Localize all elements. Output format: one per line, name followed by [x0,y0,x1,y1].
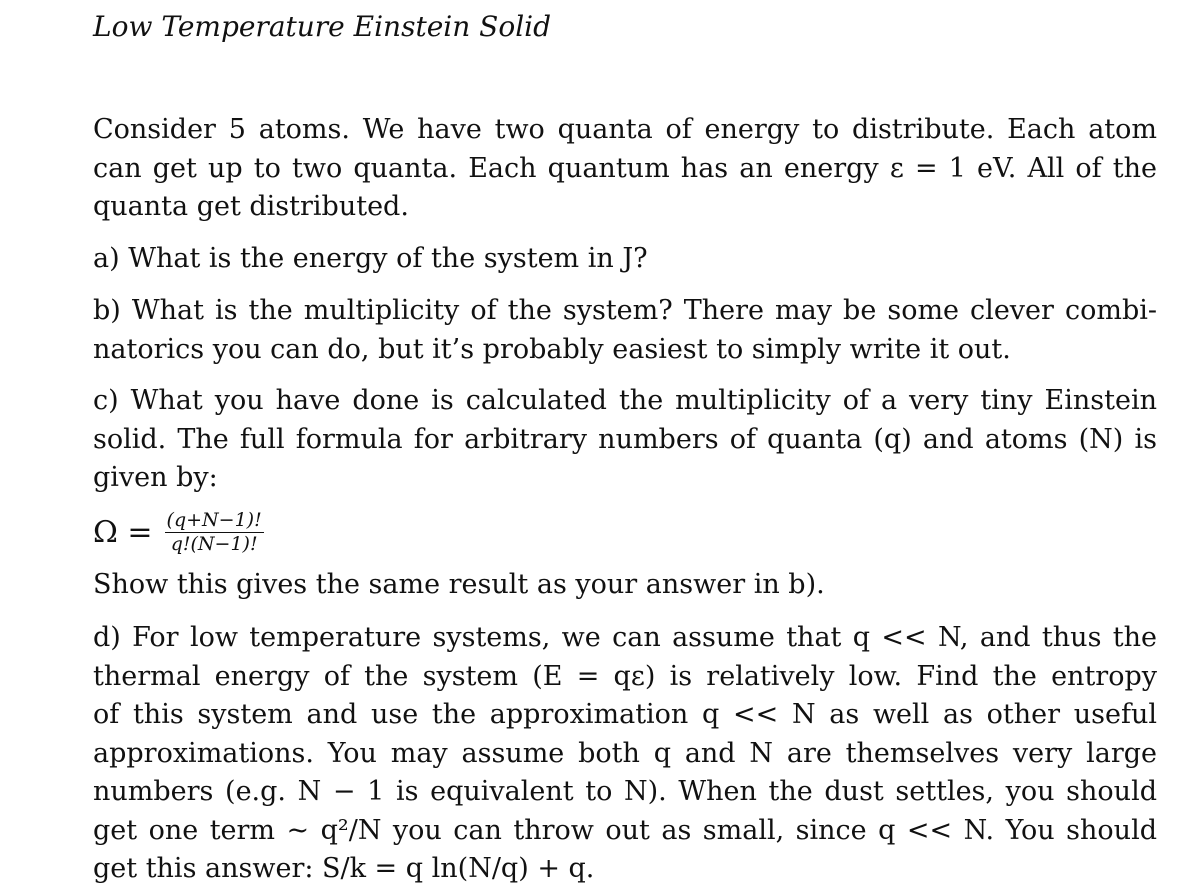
question-b-line-2: natorics you can do, but it’s probably easiest to simply write it out. [93,333,1011,365]
formula-numerator: (q+N−1)! [166,508,262,531]
document-title: Low Temperature Einstein Solid [93,10,552,43]
question-b-line-1: b) What is the multiplicity of the system? There may be some clever combi- [93,295,1157,326]
question-c [93,382,1157,498]
intro-line-3: quanta get distributed. [93,191,409,222]
question-c-line-3: given by: [93,462,218,493]
question-d-line-3: of this system and use the approximation q << N as well as other useful [93,699,1157,730]
question-b [93,292,1157,369]
question-c-follow-line-1: Show this gives the same result as your answer in b). [93,569,825,600]
question-c-line-2: solid. The full formula for arbitrary numbers of quanta (q) and atoms (N) is [93,423,1157,455]
intro-line-2: can get up to two quanta. Each quantum has an energy ε = 1 eV. All of the [93,152,1157,184]
question-d-line-1: d) For low temperature systems, we can assume that q << N, and thus the [93,622,1157,653]
formula-denominator: q!(N−1)! [170,532,258,555]
formula-lhs: Ω = [93,514,153,550]
question-d-line-7: get this answer: S/k = q ln(N/q) + q. [93,853,595,884]
question-d-line-6: get one term ~ q²/N you can throw out as small, since q << N. You should [93,814,1157,846]
question-a [93,240,1157,279]
question-d [93,619,1157,889]
formula-fraction [165,510,264,555]
question-a-line-1: a) What is the energy of the system in J? [93,243,648,274]
question-d-line-4: approximations. You may assume both q and N are themselves very large [93,737,1157,769]
multiplicity-formula [93,504,264,560]
question-c-line-1: c) What you have done is calculated the multiplicity of a very tiny Einstein [93,385,1157,416]
question-d-line-2: thermal energy of the system (E = qε) is relatively low. Find the entropy [93,660,1157,692]
intro-paragraph [93,111,1157,227]
intro-line-1: Consider 5 atoms. We have two quanta of energy to distribute. Each atom [93,114,1157,145]
question-c-follow-up [93,566,1157,605]
question-d-line-5: numbers (e.g. N − 1 is equivalent to N). When the dust settles, you should [93,776,1157,807]
